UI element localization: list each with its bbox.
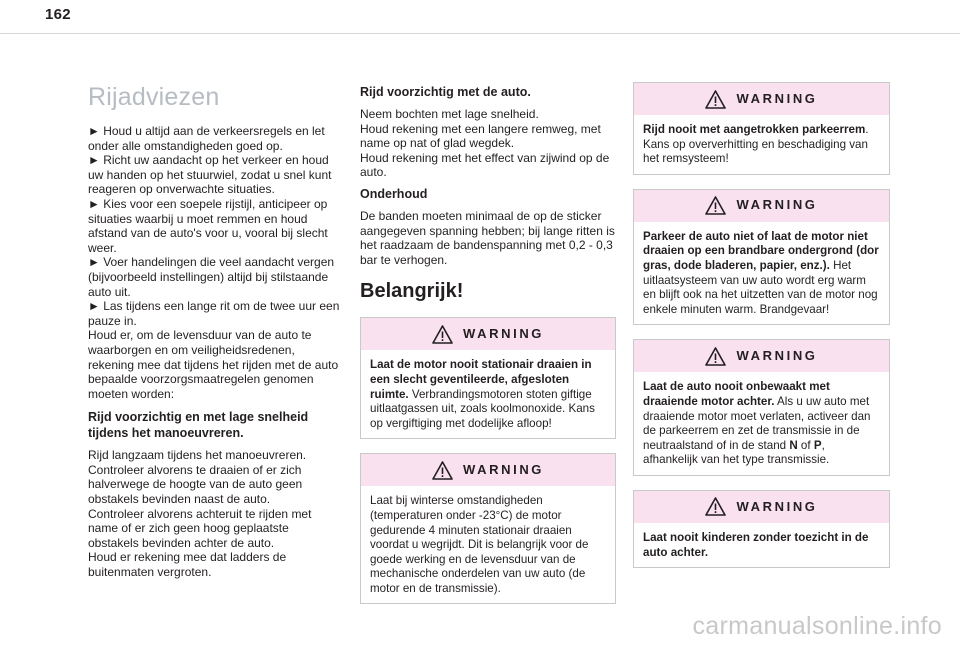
warning-text: Laat bij winterse omstandigheden (temperaturen onder -23°C) de motor gedurende 4 minuten stationair draaien voordat u wegrijdt. Dit is belangrijk voor de goede werking en de levensduur van de mechanische onderdelen van uw auto (de motor en de transmissie). — [370, 494, 589, 595]
warning-title: WARNING — [462, 326, 545, 342]
warning-header — [361, 318, 615, 350]
warning-bold-text: Laat de auto nooit onbewaakt met draaiende motor achter. — [643, 380, 830, 408]
warning-triangle-icon — [705, 90, 726, 109]
section-title: Rijadviezen — [88, 83, 220, 111]
warning-normal-text: of — [797, 438, 814, 452]
warning-box-parking-brake — [633, 82, 890, 175]
important-heading: Belangrijk! — [360, 280, 464, 303]
warning-box-flammable-ground — [633, 189, 890, 326]
warning-normal-text: Verbrandingsmotoren stoten giftige uitlaatgassen uit, zoals koolmonoxide. Kans op vergiftiging met dodelijke afloop! — [370, 387, 595, 430]
warning-triangle-icon — [432, 325, 453, 344]
warning-triangle-icon — [705, 347, 726, 366]
warning-text — [634, 523, 889, 567]
warning-box-children — [633, 490, 890, 568]
warning-text — [634, 372, 889, 475]
column-careful-driving — [360, 84, 616, 618]
warning-normal-text: . Kans op oververhitting en beschadiging van het remsysteem! — [643, 123, 869, 166]
maintenance-heading: Onderhoud — [360, 186, 428, 201]
warning-triangle-icon — [705, 497, 726, 516]
maintenance-paragraph: De banden moeten minimaal de op de sticker aangegeven spanning hebben; bij lange ritten is het raadzaam de bandenspanning met 0,2 - 0,3 bar te verhogen. — [360, 208, 615, 267]
warning-header — [634, 83, 889, 115]
gear-p-label: P — [813, 438, 822, 452]
warning-header — [634, 190, 889, 222]
warning-normal-text: Het uitlaatsysteem van uw auto wordt erg warm en blijft ook na het uitzetten van de motor nog enkele minuten warm. Brandgevaar! — [643, 258, 878, 316]
warning-title: WARNING — [736, 348, 818, 364]
warning-bold-text: Parkeer de auto niet of laat de motor niet draaien op een brandbare ondergrond (dor gras, dode bladeren, papier, enz.). — [643, 229, 879, 272]
warning-header — [634, 340, 889, 372]
warning-triangle-icon — [705, 196, 726, 215]
page-number: 162 — [45, 6, 71, 23]
careful-driving-heading: Rijd voorzichtig met de auto. — [360, 85, 531, 99]
warning-bold-text: Rijd nooit met aangetrokken parkeerrem — [643, 123, 866, 136]
warning-title: WARNING — [462, 462, 545, 478]
warning-title: WARNING — [736, 498, 818, 514]
warning-title: WARNING — [736, 197, 818, 213]
maneuvering-heading: Rijd voorzichtig en met lage snelheid tijdens het manoeuvreren. — [88, 410, 309, 441]
warning-box-unattended — [633, 339, 890, 476]
top-divider — [0, 33, 960, 34]
warning-normal-text: , afhankelijk van het type transmissie. — [643, 438, 830, 467]
warning-text — [634, 222, 889, 325]
careful-driving-paragraph: Neem bochten met lage snelheid. Houd rekening met een langere remweg, met name op nat of glad wegdek. Houd rekening met het effect van zijwind op de auto. — [360, 107, 610, 180]
warning-text — [361, 350, 615, 438]
column-warnings — [633, 82, 890, 582]
warning-normal-text: Als u uw auto met draaiende motor moet verlaten, activeer dan de parkeerrem en zet de transmissie in de neutraalstand of in de stand — [643, 394, 871, 452]
warning-header — [361, 454, 615, 486]
intro-paragraph: ► Houd u altijd aan de verkeersregels en let onder alle omstandigheden goed op. ► Richt uw aandacht op het verkeer en houd uw handen op het stuurwiel, zodat u snel kunt reageren op onverwachte situaties. ► Kies voor een soepele rijstijl, anticipeer op situaties waarbij u moet remmen en houd afstand van de auto's voor u, vooral bij slecht weer. ► Voer handelingen die veel aandacht vergen (bijvoorbeeld instellingen) altijd bij stilstaande auto uit. ► Las tijdens een lange rit om de twee uur een pauze in. Houd er, om de levensduur van de auto te waarborgen en om veiligheidsredenen, rekening mee dat tijdens het rijden met de auto bepaalde voorzorgsmaatregelen genomen moeten worden: — [88, 124, 340, 401]
warning-bold-text: Laat de motor nooit stationair draaien in een slecht geventileerde, afgesloten ruimte. — [370, 358, 592, 401]
gear-n-label: N — [789, 438, 798, 452]
warning-box-ventilation — [360, 317, 616, 439]
warning-title: WARNING — [736, 90, 818, 106]
warning-header — [634, 491, 889, 523]
warning-box-winter — [360, 453, 616, 604]
maneuvering-paragraph: Rijd langzaam tijdens het manoeuvreren. Controleer alvorens te draaien of er zich halverwege de hoogte van de auto geen obstakels bevinden naast de auto. Controleer alvorens achteruit te rijden met name of er zich geen hoog geplaatste obstakels bevinden achter de auto. Houd er rekening mee dat ladders de buitenmaten vergroten. — [88, 448, 312, 580]
watermark: carmanualsonline.info — [692, 612, 942, 640]
warning-triangle-icon — [432, 461, 453, 480]
warning-bold-text: Laat nooit kinderen zonder toezicht in de auto achter. — [643, 530, 869, 559]
warning-text — [634, 115, 889, 174]
column-driving-advice — [88, 82, 340, 580]
